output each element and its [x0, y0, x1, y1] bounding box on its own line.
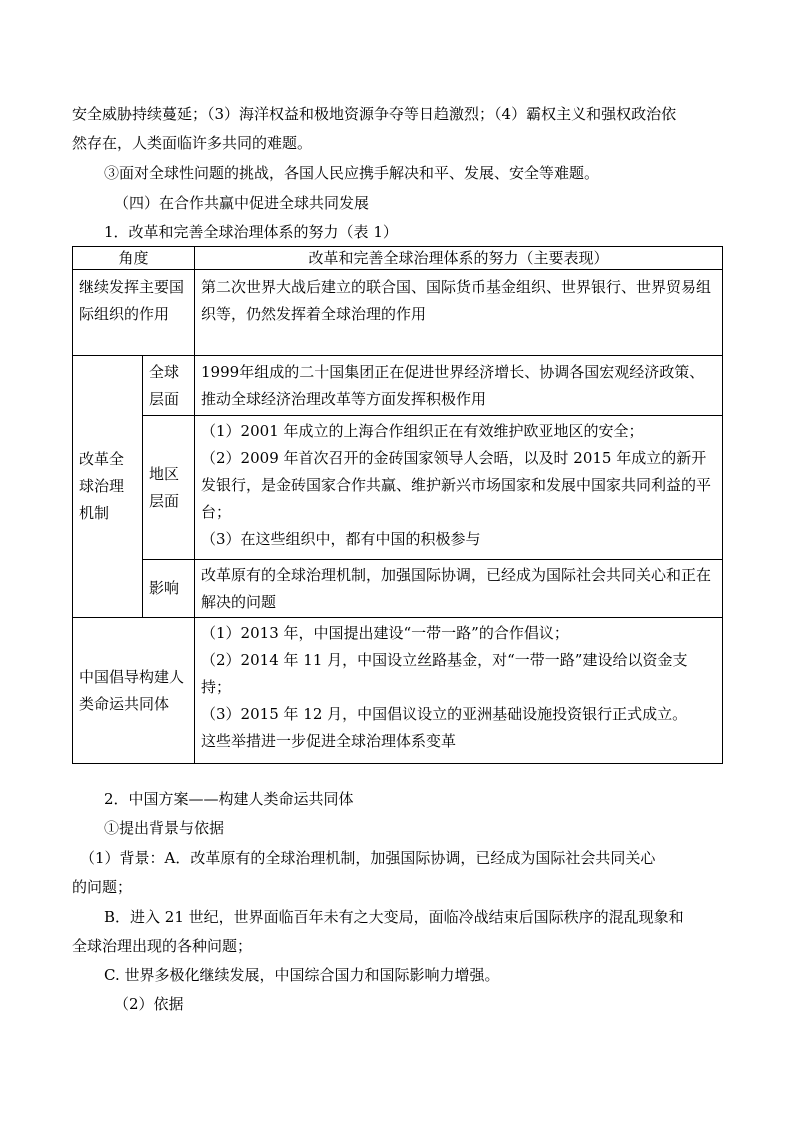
background-b-line-2: 全球治理出现的各种问题； — [72, 937, 253, 955]
table-row — [73, 270, 723, 356]
china-item: （1）2013 年，中国提出建设“一带一路”的合作倡议； — [201, 624, 569, 642]
table-caption: 1．改革和完善全球治理体系的努力（表 1） — [104, 223, 398, 241]
row-intl-org-label: 继续发挥主要国际组织的作用 — [73, 270, 195, 356]
regional-item: （2）2009 年首次召开的金砖国家领导人会晤，以及时 2015 年成立的新开发银行，是金砖国家合作共赢、维护新兴市场国家和发展中国家共同利益的平台； — [201, 449, 712, 521]
intro-line-3: ③面对全球性问题的挑战，各国人民应携手解决和平、发展、安全等难题。 — [104, 164, 600, 182]
table-row — [73, 618, 723, 764]
regional-level-content — [195, 416, 723, 560]
governance-table — [72, 246, 723, 764]
section-heading: （四）在合作共赢中促进全球共同发展 — [114, 194, 370, 212]
header-angle: 角度 — [73, 247, 195, 270]
table-row — [73, 416, 723, 560]
header-efforts: 改革和完善全球治理体系的努力（主要表现） — [195, 247, 723, 270]
background-a-line-1: （1）背景：A．改革原有的全球治理机制，加强国际协调，已经成为国际社会共同关心 — [80, 849, 656, 867]
row-intl-org-content: 第二次世界大战后建立的联合国、国际货币基金组织、世界银行、世界贸易组织等，仍然发挥着全球治理的作用 — [195, 270, 723, 356]
sub-background-basis: ①提出背景与依据 — [104, 819, 225, 837]
basis-heading: （2）依据 — [114, 995, 184, 1013]
china-community-label: 中国倡导构建人类命运共同体 — [73, 618, 195, 764]
china-item: 这些举措进一步促进全球治理体系变革 — [201, 732, 457, 750]
global-level-label: 全球层面 — [143, 356, 195, 416]
group-reform-label: 改革全球治理机制 — [73, 356, 143, 618]
background-a-line-2: 的问题； — [72, 878, 133, 896]
table-row — [73, 356, 723, 416]
background-b-line-1: B．进入 21 世纪，世界面临百年未有之大变局，面临冷战结束后国际秩序的混乱现象和 — [104, 908, 684, 926]
impact-label: 影响 — [143, 560, 195, 618]
global-level-content: 1999年组成的二十国集团正在促进世界经济增长、协调各国宏观经济政策、推动全球经济治理改革等方面发挥积极作用 — [195, 356, 723, 416]
regional-item: （3）在这些组织中，都有中国的积极参与 — [201, 530, 481, 548]
intro-line-2: 然存在，人类面临许多共同的难题。 — [72, 134, 313, 152]
intro-line-1: 安全威胁持续蔓延；（3）海洋权益和极地资源争夺等日趋激烈；（4）霸权主义和强权政治依 — [72, 105, 677, 123]
regional-level-label: 地区层面 — [143, 416, 195, 560]
regional-item: （1）2001 年成立的上海合作组织正在有效维护欧亚地区的安全； — [201, 422, 644, 440]
background-c: C. 世界多极化继续发展，中国综合国力和国际影响力增强。 — [104, 966, 500, 984]
china-item: （3）2015 年 12 月，中国倡议设立的亚洲基础设施投资银行正式成立。 — [201, 705, 688, 723]
heading-china-plan: 2．中国方案——构建人类命运共同体 — [104, 790, 354, 808]
impact-content: 改革原有的全球治理机制，加强国际协调，已经成为国际社会共同关心和正在解决的问题 — [195, 560, 723, 618]
table-header-row — [73, 247, 723, 270]
china-item: （2）2014 年 11 月，中国设立丝路基金，对“一带一路”建设给以资金支持； — [201, 651, 688, 696]
china-community-content — [195, 618, 723, 764]
table-row — [73, 560, 723, 618]
